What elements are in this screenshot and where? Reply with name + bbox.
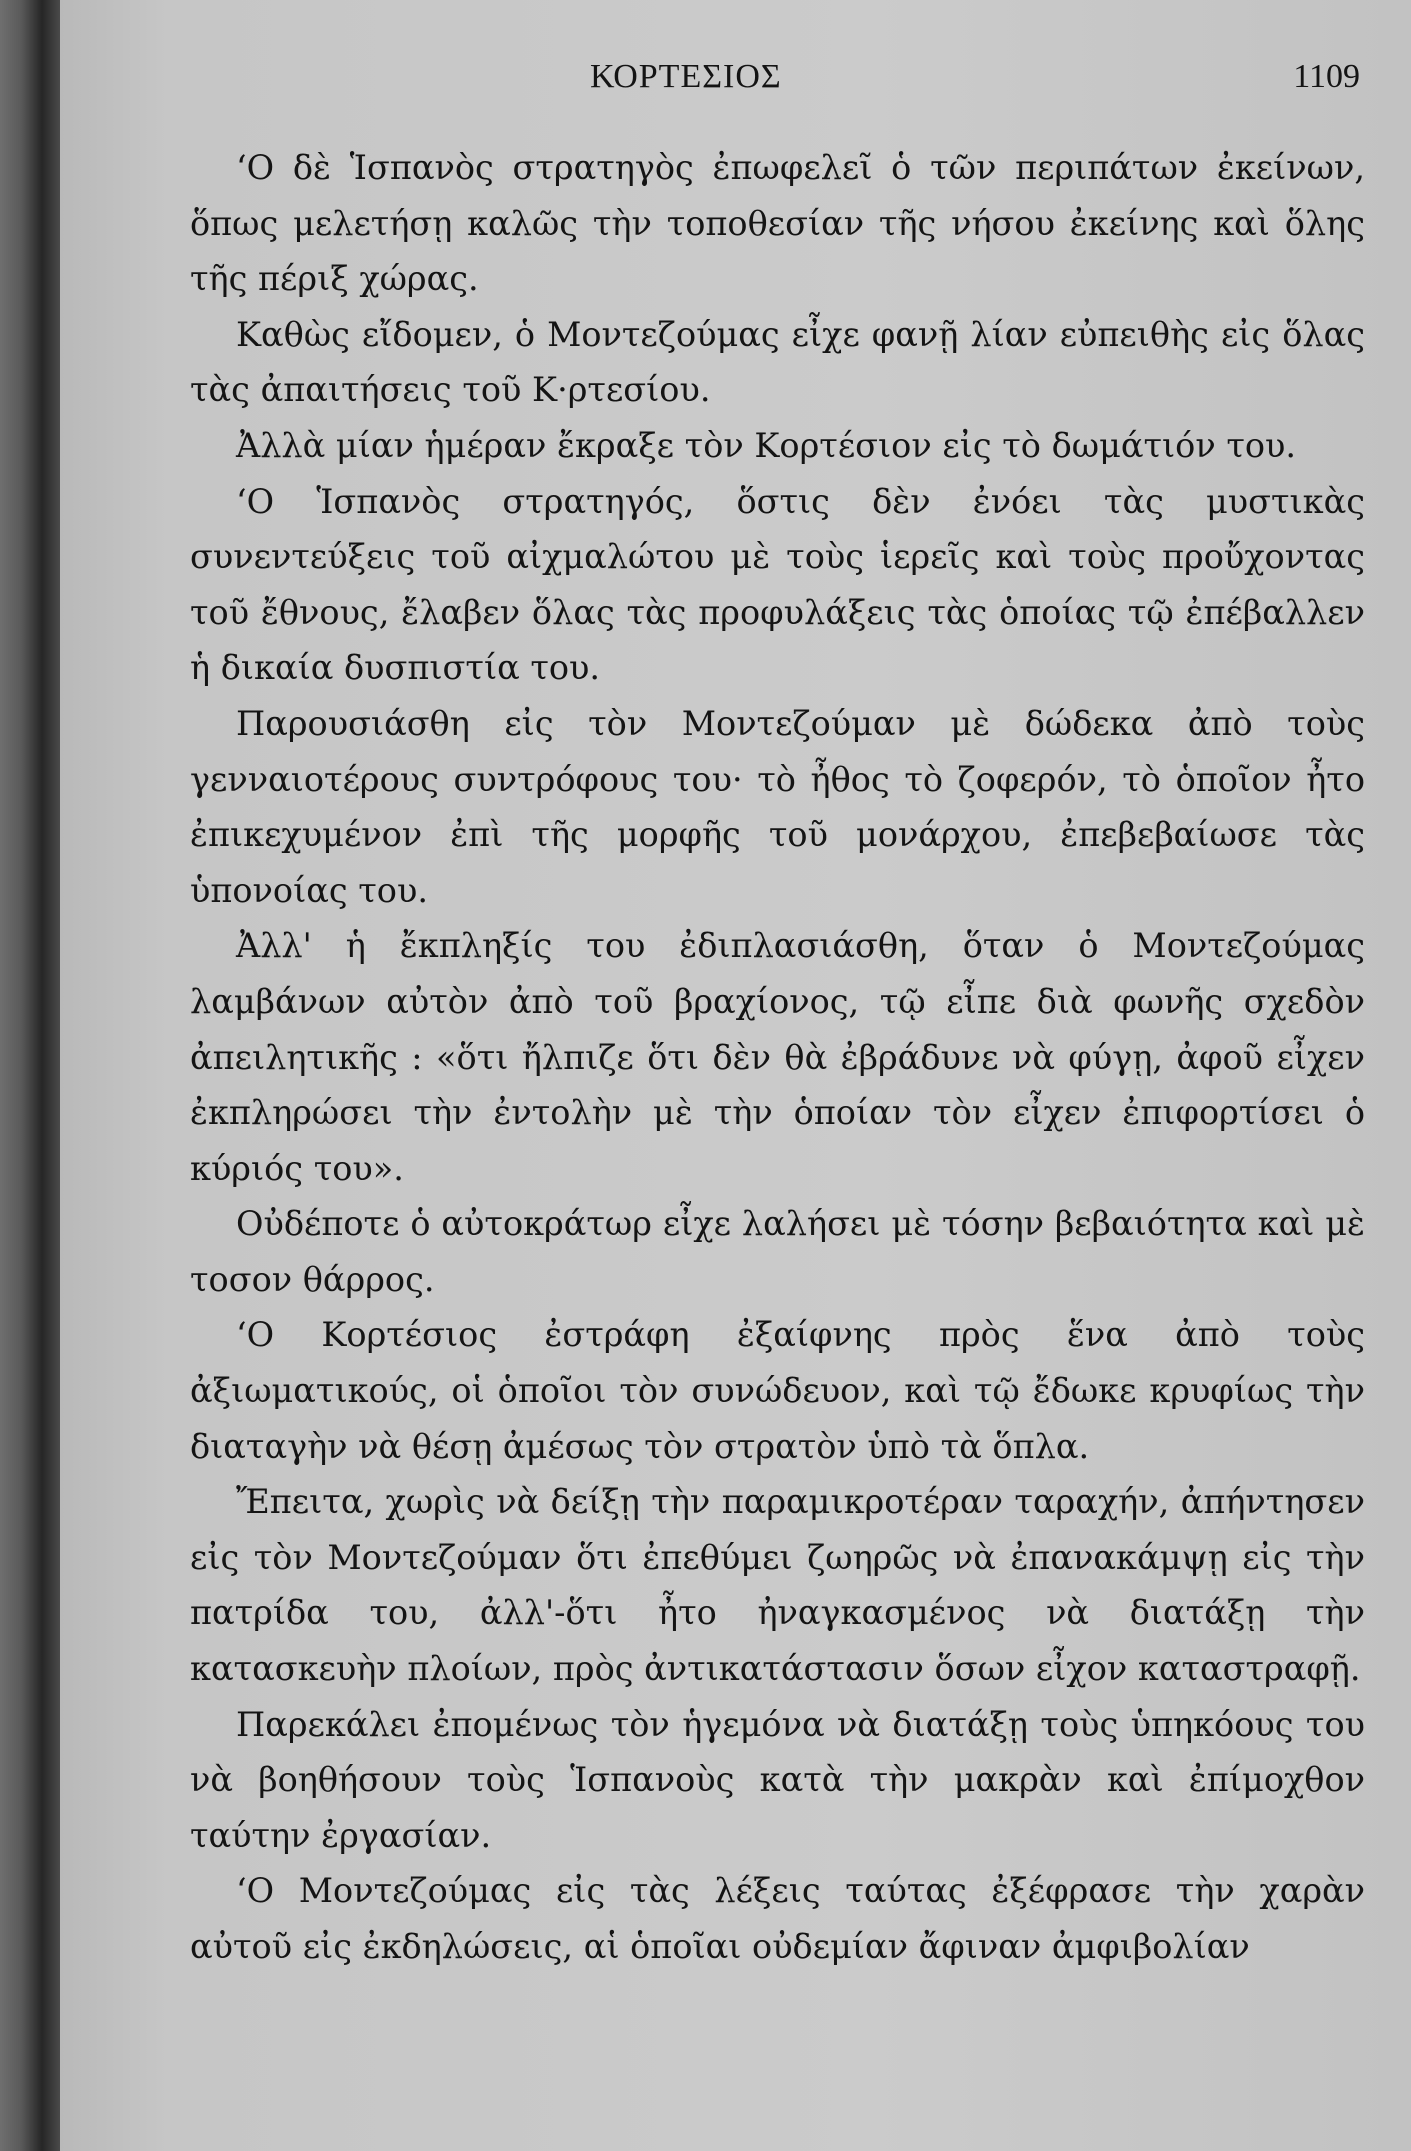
paragraph: Παρουσιάσθη εἰς τὸν Μοντεζούμαν μὲ δώδεκα ἀπὸ τοὺς γενναιοτέρους συντρόφους του· τὸ ἦθος τὸ ζοφερόν, τὸ ὁποῖον ἦτο ἐπικεχυμένον ἐπὶ τῆς μορφῆς τοῦ μονάρχου, ἐπεβεβαίωσε τὰς ὑπονοίας του. (190, 703, 1365, 910)
paragraph: Ἀλλ' ἡ ἔκπληξίς του ἐδιπλασιάσθη, ὅταν ὁ Μοντεζούμας λαμβάνων αὐτὸν ἀπὸ τοῦ βραχίονος, τῷ εἶπε διὰ φωνῆς σχεδὸν ἀπειλητικῆς : «ὅτι ἤλπιζε ὅτι δὲν θὰ ἐβράδυνε νὰ φύγῃ, ἀφοῦ εἶχεν ἐκπληρώσει τὴν ἐντολὴν μὲ τὴν ὁποίαν τὸν εἶχεν ἐπιφορτίσει ὁ κύριός του». (190, 926, 1365, 1188)
paragraph: Οὐδέποτε ὁ αὐτοκράτωρ εἶχε λαλήσει μὲ τόσην βεβαιότητα καὶ μὲ τοσον θάρρος. (190, 1204, 1365, 1299)
paragraph: Καθὼς εἴδομεν, ὁ Μοντεζούμας εἶχε φανῇ λίαν εὐπειθὴς εἰς ὅλας τὰς ἀπαιτήσεις τοῦ Κ·ρτεσίου. (190, 314, 1365, 410)
running-title: ΚΟΡΤΕΣΙΟΣ (590, 58, 782, 95)
paragraph: Ἀλλὰ μίαν ἡμέραν ἔκραξε τὸν Κορτέσιον εἰς τὸ δωμάτιόν του. (236, 425, 1297, 465)
book-page (60, 0, 1411, 2151)
paragraph: Παρεκάλει ἐπομένως τὸν ἡγεμόνα νὰ διατάξῃ τοὺς ὑπηκόους του νὰ βοηθήσουν τοὺς Ἱσπανοὺς κατὰ τὴν μακρὰν καὶ ἐπίμοχθον ταύτην ἐργασίαν. (190, 1704, 1365, 1855)
running-header (60, 58, 1360, 108)
paragraph: ‘Ο Μοντεζούμας εἰς τὰς λέξεις ταύτας ἐξέφρασε τὴν χαρὰν αὐτοῦ εἰς ἐκδηλώσεις, αἱ ὁποῖαι οὐδεμίαν ἄφιναν ἀμφιβολίαν (190, 1871, 1365, 1966)
book-spine-shadow (0, 0, 60, 2151)
paragraph: Ἔπειτα, χωρὶς νὰ δείξῃ τὴν παραμικροτέραν ταραχήν, ἀπήντησεν εἰς τὸν Μοντεζούμαν ὅτι ἐπεθύμει ζωηρῶς νὰ ἐπανακάμψῃ εἰς τὴν πατρίδα του, ἀλλ'-ὅτι ἦτο ἠναγκασμένος νὰ διατάξῃ τὴν κατασκευὴν πλοίων, πρὸς ἀντικατάστασιν ὅσων εἶχον καταστραφῇ. (190, 1482, 1365, 1689)
page-number: 1109 (1293, 58, 1360, 95)
paragraph: ‘Ο δὲ Ἱσπανὸς στρατηγὸς ἐπωφελεῖ ὁ τῶν περιπάτων ἐκείνων, ὅπως μελετήσῃ καλῶς τὴν τοποθεσίαν τῆς νήσου ἐκείνης καὶ ὅλης τῆς πέριξ χώρας. (190, 148, 1365, 299)
body-text (190, 140, 1365, 1975)
paragraph: ‘Ο Κορτέσιος ἐστράφη ἐξαίφνης πρὸς ἕνα ἀπὸ τοὺς ἀξιωματικούς, οἱ ὁποῖοι τὸν συνώδευον, καὶ τῷ ἔδωκε κρυφίως τὴν διαταγὴν νὰ θέσῃ ἀμέσως τὸν στρατὸν ὑπὸ τὰ ὅπλα. (190, 1315, 1365, 1466)
paragraph: ‘Ο Ἱσπανὸς στρατηγός, ὅστις δὲν ἐνόει τὰς μυστικὰς συνεντεύξεις τοῦ αἰχμαλώτου μὲ τοὺς ἱερεῖς καὶ τοὺς προὔχοντας τοῦ ἔθνους, ἔλαβεν ὅλας τὰς προφυλάξεις τὰς ὁποίας τῷ ἐπέβαλλεν ἡ δικαία δυσπιστία του. (190, 481, 1365, 688)
